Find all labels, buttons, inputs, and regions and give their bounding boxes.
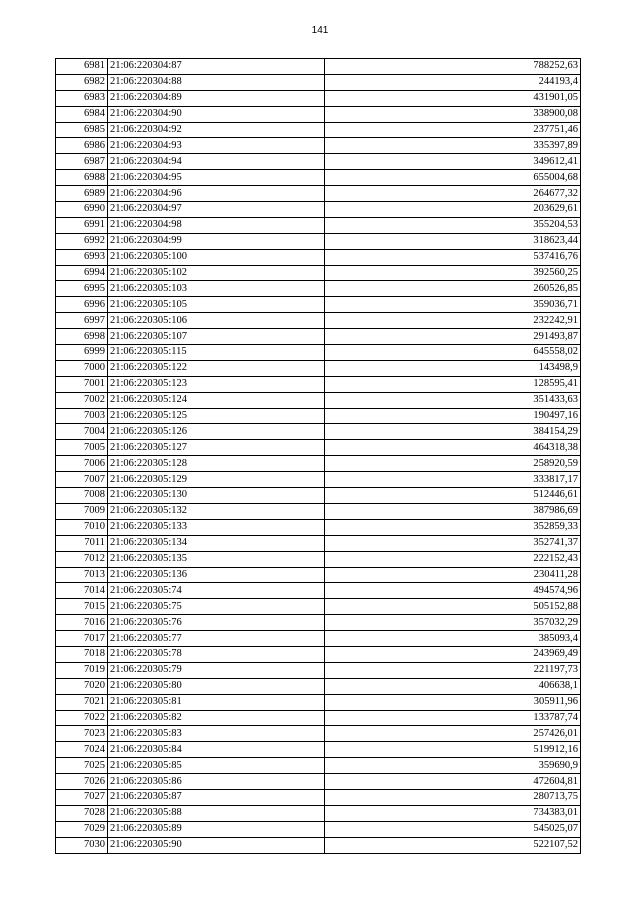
- table-row: [56, 456, 581, 472]
- cadastral-value-cell: 352741,37: [325, 535, 581, 551]
- row-number-cell: 6982: [56, 74, 108, 90]
- cadastral-value-cell: 351433,63: [325, 392, 581, 408]
- cadastral-number-cell: 21:06:220305:130: [108, 488, 325, 504]
- cadastral-value-cell: 384154,29: [325, 424, 581, 440]
- table-body: [56, 59, 581, 854]
- row-number-cell: 7022: [56, 710, 108, 726]
- cadastral-value-cell: 545025,07: [325, 821, 581, 837]
- row-number-cell: 7012: [56, 551, 108, 567]
- row-number-cell: 6986: [56, 138, 108, 154]
- cadastral-value-cell: 349612,41: [325, 154, 581, 170]
- cadastral-value-cell: 318623,44: [325, 233, 581, 249]
- row-number-cell: 7025: [56, 758, 108, 774]
- cadastral-number-cell: 21:06:220305:128: [108, 456, 325, 472]
- table-row: [56, 170, 581, 186]
- table-row: [56, 90, 581, 106]
- row-number-cell: 7015: [56, 599, 108, 615]
- cadastral-value-cell: 494574,96: [325, 583, 581, 599]
- table-row: [56, 138, 581, 154]
- table-row: [56, 758, 581, 774]
- cadastral-number-cell: 21:06:220305:126: [108, 424, 325, 440]
- table-row: [56, 59, 581, 75]
- cadastral-value-cell: 237751,46: [325, 122, 581, 138]
- table-row: [56, 154, 581, 170]
- cadastral-number-cell: 21:06:220304:96: [108, 186, 325, 202]
- cadastral-value-cell: 335397,89: [325, 138, 581, 154]
- table-row: [56, 392, 581, 408]
- cadastral-value-cell: 406638,1: [325, 678, 581, 694]
- row-number-cell: 7000: [56, 360, 108, 376]
- cadastral-number-cell: 21:06:220305:103: [108, 281, 325, 297]
- row-number-cell: 7021: [56, 694, 108, 710]
- cadastral-value-cell: 128595,41: [325, 376, 581, 392]
- row-number-cell: 6989: [56, 186, 108, 202]
- cadastral-number-cell: 21:06:220305:106: [108, 313, 325, 329]
- cadastral-value-cell: 512446,61: [325, 488, 581, 504]
- table-row: [56, 710, 581, 726]
- row-number-cell: 6994: [56, 265, 108, 281]
- row-number-cell: 7014: [56, 583, 108, 599]
- table-row: [56, 519, 581, 535]
- row-number-cell: 7003: [56, 408, 108, 424]
- row-number-cell: 7026: [56, 774, 108, 790]
- table-row: [56, 297, 581, 313]
- cadastral-number-cell: 21:06:220305:107: [108, 329, 325, 345]
- page-number: 141: [311, 25, 329, 36]
- cadastral-number-cell: 21:06:220305:88: [108, 805, 325, 821]
- table-row: [56, 631, 581, 647]
- cadastral-value-cell: 431901,05: [325, 90, 581, 106]
- cadastral-value-cell: 537416,76: [325, 249, 581, 265]
- cadastral-number-cell: 21:06:220305:105: [108, 297, 325, 313]
- cadastral-number-cell: 21:06:220305:89: [108, 821, 325, 837]
- cadastral-number-cell: 21:06:220305:100: [108, 249, 325, 265]
- row-number-cell: 7007: [56, 472, 108, 488]
- cadastral-value-cell: 472604,81: [325, 774, 581, 790]
- row-number-cell: 7024: [56, 742, 108, 758]
- table-row: [56, 329, 581, 345]
- cadastral-value-cell: 264677,32: [325, 186, 581, 202]
- row-number-cell: 7030: [56, 837, 108, 853]
- cadastral-value-cell: 357032,29: [325, 615, 581, 631]
- cadastral-number-cell: 21:06:220305:115: [108, 345, 325, 361]
- cadastral-value-cell: 230411,28: [325, 567, 581, 583]
- cadastral-value-cell: 133787,74: [325, 710, 581, 726]
- table-row: [56, 281, 581, 297]
- cadastral-number-cell: 21:06:220304:92: [108, 122, 325, 138]
- table-row: [56, 821, 581, 837]
- row-number-cell: 7020: [56, 678, 108, 694]
- cadastral-number-cell: 21:06:220305:76: [108, 615, 325, 631]
- table-row: [56, 789, 581, 805]
- row-number-cell: 6998: [56, 329, 108, 345]
- cadastral-number-cell: 21:06:220305:82: [108, 710, 325, 726]
- cadastral-value-cell: 464318,38: [325, 440, 581, 456]
- cadastral-value-cell: 244193,4: [325, 74, 581, 90]
- row-number-cell: 6995: [56, 281, 108, 297]
- row-number-cell: 6991: [56, 217, 108, 233]
- cadastral-number-cell: 21:06:220305:74: [108, 583, 325, 599]
- cadastral-number-cell: 21:06:220304:89: [108, 90, 325, 106]
- cadastral-value-cell: 385093,4: [325, 631, 581, 647]
- table-row: [56, 662, 581, 678]
- table-row: [56, 488, 581, 504]
- table-row: [56, 551, 581, 567]
- cadastral-value-cell: 359690,9: [325, 758, 581, 774]
- table-row: [56, 583, 581, 599]
- row-number-cell: 7011: [56, 535, 108, 551]
- cadastral-value-cell: 355204,53: [325, 217, 581, 233]
- row-number-cell: 7013: [56, 567, 108, 583]
- cadastral-value-cell: 655004,68: [325, 170, 581, 186]
- cadastral-number-cell: 21:06:220305:86: [108, 774, 325, 790]
- cadastral-number-cell: 21:06:220305:75: [108, 599, 325, 615]
- table-row: [56, 313, 581, 329]
- row-number-cell: 7016: [56, 615, 108, 631]
- cadastral-number-cell: 21:06:220304:97: [108, 202, 325, 218]
- table-row: [56, 74, 581, 90]
- table-row: [56, 726, 581, 742]
- row-number-cell: 7006: [56, 456, 108, 472]
- row-number-cell: 6990: [56, 202, 108, 218]
- row-number-cell: 7008: [56, 488, 108, 504]
- cadastral-number-cell: 21:06:220305:133: [108, 519, 325, 535]
- cadastral-value-cell: 305911,96: [325, 694, 581, 710]
- table-row: [56, 424, 581, 440]
- cadastral-number-cell: 21:06:220305:83: [108, 726, 325, 742]
- row-number-cell: 6981: [56, 59, 108, 75]
- row-number-cell: 7010: [56, 519, 108, 535]
- table-row: [56, 217, 581, 233]
- row-number-cell: 6997: [56, 313, 108, 329]
- cadastral-number-cell: 21:06:220304:95: [108, 170, 325, 186]
- table-row: [56, 837, 581, 853]
- row-number-cell: 6984: [56, 106, 108, 122]
- table-row: [56, 106, 581, 122]
- cadastral-number-cell: 21:06:220305:84: [108, 742, 325, 758]
- cadastral-number-cell: 21:06:220305:125: [108, 408, 325, 424]
- cadastral-number-cell: 21:06:220305:124: [108, 392, 325, 408]
- row-number-cell: 7028: [56, 805, 108, 821]
- cadastral-value-cell: 788252,63: [325, 59, 581, 75]
- cadastral-number-cell: 21:06:220305:79: [108, 662, 325, 678]
- cadastral-number-cell: 21:06:220305:127: [108, 440, 325, 456]
- table-row: [56, 122, 581, 138]
- cadastral-value-cell: 338900,08: [325, 106, 581, 122]
- cadastral-number-cell: 21:06:220305:77: [108, 631, 325, 647]
- cadastral-number-cell: 21:06:220305:81: [108, 694, 325, 710]
- row-number-cell: 6983: [56, 90, 108, 106]
- table-row: [56, 599, 581, 615]
- table-row: [56, 360, 581, 376]
- cadastral-number-cell: 21:06:220304:98: [108, 217, 325, 233]
- table-row: [56, 535, 581, 551]
- row-number-cell: 6985: [56, 122, 108, 138]
- cadastral-value-cell: 258920,59: [325, 456, 581, 472]
- cadastral-number-cell: 21:06:220305:123: [108, 376, 325, 392]
- table-row: [56, 805, 581, 821]
- row-number-cell: 7029: [56, 821, 108, 837]
- table-row: [56, 249, 581, 265]
- cadastral-number-cell: 21:06:220305:129: [108, 472, 325, 488]
- cadastral-value-cell: 291493,87: [325, 329, 581, 345]
- row-number-cell: 7009: [56, 503, 108, 519]
- row-number-cell: 6993: [56, 249, 108, 265]
- cadastral-value-cell: 519912,16: [325, 742, 581, 758]
- table-row: [56, 472, 581, 488]
- cadastral-number-cell: 21:06:220305:87: [108, 789, 325, 805]
- cadastral-number-cell: 21:06:220304:88: [108, 74, 325, 90]
- cadastral-value-cell: 387986,69: [325, 503, 581, 519]
- cadastral-number-cell: 21:06:220305:135: [108, 551, 325, 567]
- cadastral-number-cell: 21:06:220305:102: [108, 265, 325, 281]
- cadastral-number-cell: 21:06:220305:90: [108, 837, 325, 853]
- cadastral-number-cell: 21:06:220304:87: [108, 59, 325, 75]
- table-row: [56, 694, 581, 710]
- cadastral-value-cell: 522107,52: [325, 837, 581, 853]
- cadastral-value-cell: 190497,16: [325, 408, 581, 424]
- table-row: [56, 567, 581, 583]
- table-row: [56, 376, 581, 392]
- table-row: [56, 202, 581, 218]
- table-row: [56, 615, 581, 631]
- cadastral-number-cell: 21:06:220304:94: [108, 154, 325, 170]
- cadastral-value-cell: 352859,33: [325, 519, 581, 535]
- cadastral-value-cell: 333817,17: [325, 472, 581, 488]
- table-row: [56, 678, 581, 694]
- table-row: [56, 742, 581, 758]
- cadastral-number-cell: 21:06:220304:99: [108, 233, 325, 249]
- cadastral-number-cell: 21:06:220305:80: [108, 678, 325, 694]
- table-row: [56, 774, 581, 790]
- cadastral-number-cell: 21:06:220305:122: [108, 360, 325, 376]
- cadastral-value-cell: 257426,01: [325, 726, 581, 742]
- cadastral-number-cell: 21:06:220305:85: [108, 758, 325, 774]
- row-number-cell: 7017: [56, 631, 108, 647]
- cadastral-value-cell: 280713,75: [325, 789, 581, 805]
- table-row: [56, 440, 581, 456]
- cadastral-value-cell: 260526,85: [325, 281, 581, 297]
- cadastral-value-cell: 143498,9: [325, 360, 581, 376]
- cadastral-value-cell: 359036,71: [325, 297, 581, 313]
- cadastral-number-cell: 21:06:220305:134: [108, 535, 325, 551]
- cadastral-value-cell: 243969,49: [325, 646, 581, 662]
- row-number-cell: 7005: [56, 440, 108, 456]
- row-number-cell: 6987: [56, 154, 108, 170]
- cadastral-value-cell: 645558,02: [325, 345, 581, 361]
- table-row: [56, 186, 581, 202]
- table-row: [56, 503, 581, 519]
- cadastral-value-cell: 232242,91: [325, 313, 581, 329]
- cadastral-number-cell: 21:06:220304:90: [108, 106, 325, 122]
- table-row: [56, 345, 581, 361]
- cadastral-number-cell: 21:06:220305:132: [108, 503, 325, 519]
- row-number-cell: 6992: [56, 233, 108, 249]
- cadastral-value-cell: 505152,88: [325, 599, 581, 615]
- cadastral-value-cell: 392560,25: [325, 265, 581, 281]
- row-number-cell: 7023: [56, 726, 108, 742]
- cadastral-value-cell: 222152,43: [325, 551, 581, 567]
- table-row: [56, 233, 581, 249]
- cadastral-value-table: [55, 58, 581, 854]
- row-number-cell: 7027: [56, 789, 108, 805]
- cadastral-value-cell: 203629,61: [325, 202, 581, 218]
- row-number-cell: 7018: [56, 646, 108, 662]
- row-number-cell: 7002: [56, 392, 108, 408]
- row-number-cell: 6996: [56, 297, 108, 313]
- row-number-cell: 6999: [56, 345, 108, 361]
- table-row: [56, 265, 581, 281]
- cadastral-number-cell: 21:06:220304:93: [108, 138, 325, 154]
- table-row: [56, 646, 581, 662]
- row-number-cell: 6988: [56, 170, 108, 186]
- row-number-cell: 7001: [56, 376, 108, 392]
- cadastral-value-cell: 221197,73: [325, 662, 581, 678]
- cadastral-number-cell: 21:06:220305:78: [108, 646, 325, 662]
- table-row: [56, 408, 581, 424]
- row-number-cell: 7004: [56, 424, 108, 440]
- cadastral-value-cell: 734383,01: [325, 805, 581, 821]
- cadastral-number-cell: 21:06:220305:136: [108, 567, 325, 583]
- row-number-cell: 7019: [56, 662, 108, 678]
